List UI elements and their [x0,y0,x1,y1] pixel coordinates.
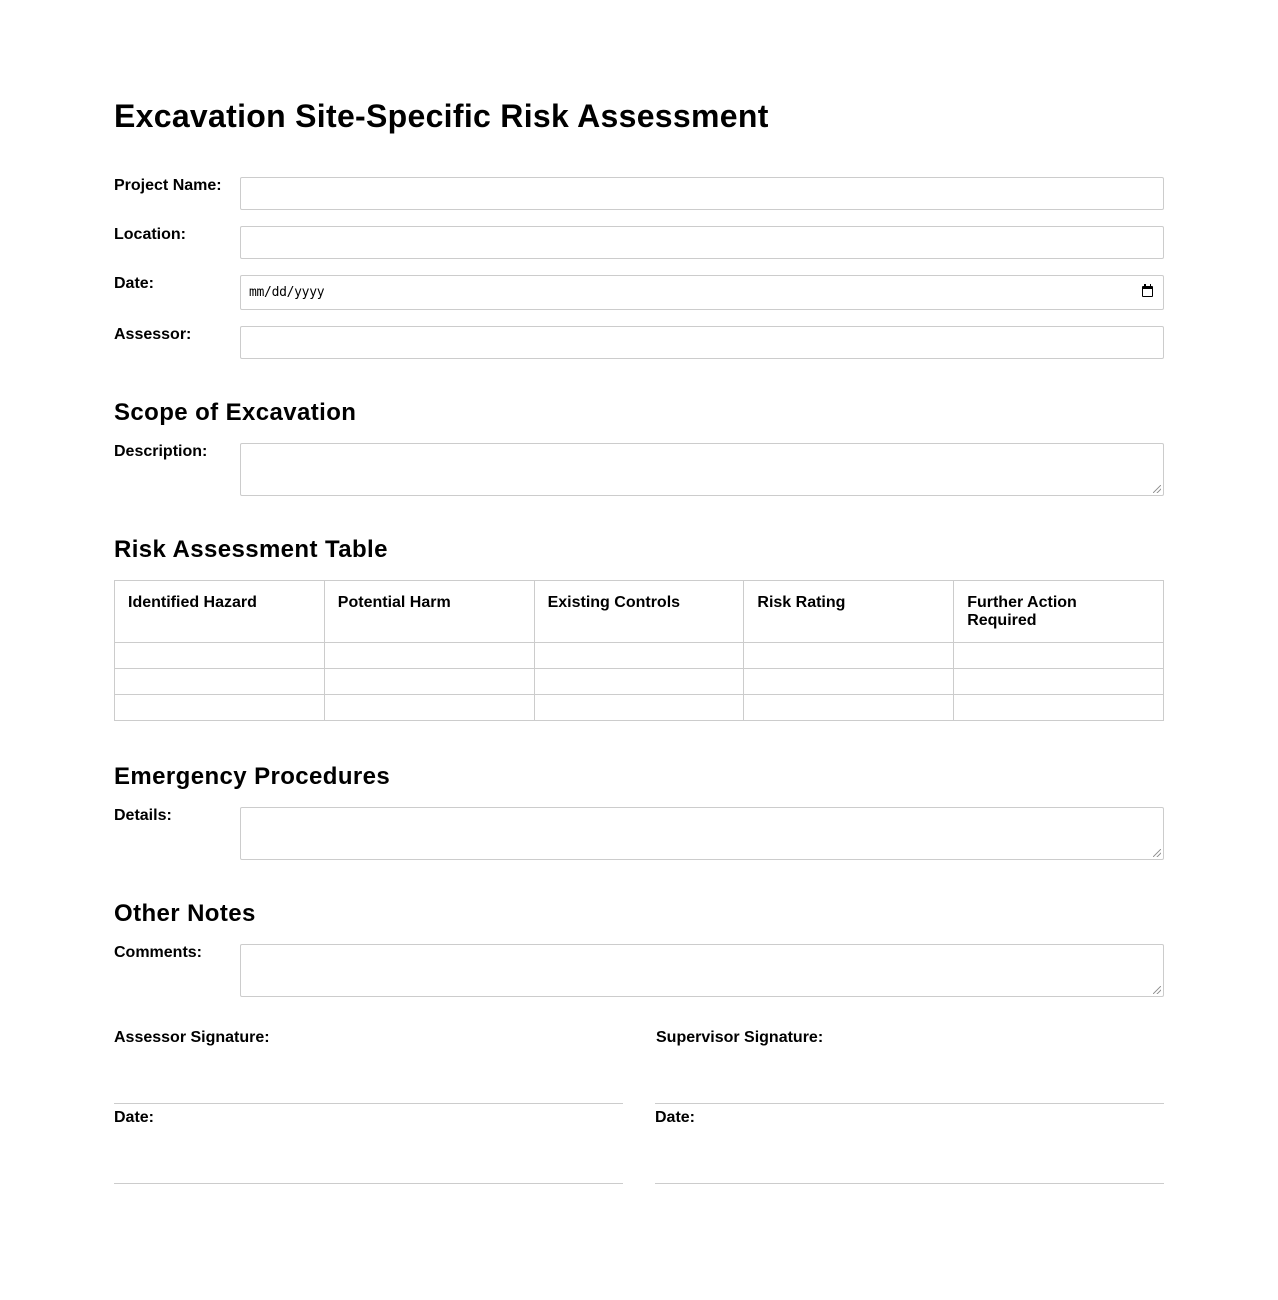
location-input[interactable] [240,226,1164,259]
table-cell[interactable] [954,669,1164,695]
details-label: Details: [114,807,172,824]
project-name-input[interactable] [240,177,1164,210]
description-label: Description: [114,443,208,460]
resize-handle-icon[interactable] [1153,986,1161,994]
comments-textarea[interactable] [240,944,1164,997]
supervisor-date-label: Date: [655,1109,696,1126]
supervisor-signature-line[interactable] [655,1103,1164,1104]
table-cell[interactable] [744,643,954,669]
table-cell[interactable] [954,695,1164,721]
supervisor-signature-label: Supervisor Signature: [656,1029,824,1046]
scope-heading: Scope of Excavation [114,399,357,426]
location-label: Location: [114,226,186,243]
assessor-signature-label: Assessor Signature: [114,1029,270,1046]
assessor-date-line[interactable] [114,1183,623,1184]
table-cell[interactable] [115,695,325,721]
description-textarea[interactable] [240,443,1164,496]
resize-handle-icon[interactable] [1153,485,1161,493]
page-title: Excavation Site-Specific Risk Assessment [114,98,769,134]
date-input[interactable] [240,275,1164,310]
assessor-input[interactable] [240,326,1164,359]
column-header-existing-controls: Existing Controls [534,581,744,643]
details-textarea[interactable] [240,807,1164,860]
date-placeholder: mm/dd/yyyy [249,285,325,300]
table-cell[interactable] [115,643,325,669]
table-cell[interactable] [534,643,744,669]
assessor-label: Assessor: [114,326,192,343]
table-row [115,669,1164,695]
comments-label: Comments: [114,944,203,961]
supervisor-signature-block [655,1029,1164,1189]
table-row [115,643,1164,669]
table-cell[interactable] [324,695,534,721]
date-label: Date: [114,275,155,292]
risk-table-heading: Risk Assessment Table [114,536,388,563]
table-cell[interactable] [534,695,744,721]
assessor-signature-block [114,1029,623,1189]
table-cell[interactable] [115,669,325,695]
emergency-heading: Emergency Procedures [114,763,391,790]
column-header-identified-hazard: Identified Hazard [115,581,325,643]
assessor-date-label: Date: [114,1109,155,1126]
assessor-signature-line[interactable] [114,1103,623,1104]
risk-assessment-table [114,580,1164,721]
column-header-potential-harm: Potential Harm [324,581,534,643]
project-name-label: Project Name: [114,177,222,194]
table-row [115,695,1164,721]
resize-handle-icon[interactable] [1153,849,1161,857]
calendar-icon[interactable] [1142,286,1153,297]
table-cell[interactable] [744,669,954,695]
table-cell[interactable] [954,643,1164,669]
table-cell[interactable] [534,669,744,695]
table-cell[interactable] [324,643,534,669]
column-header-further-action: Further Action Required [954,581,1164,643]
table-cell[interactable] [744,695,954,721]
supervisor-date-line[interactable] [655,1183,1164,1184]
column-header-risk-rating: Risk Rating [744,581,954,643]
other-notes-heading: Other Notes [114,900,256,927]
table-cell[interactable] [324,669,534,695]
table-header-row [115,581,1164,643]
